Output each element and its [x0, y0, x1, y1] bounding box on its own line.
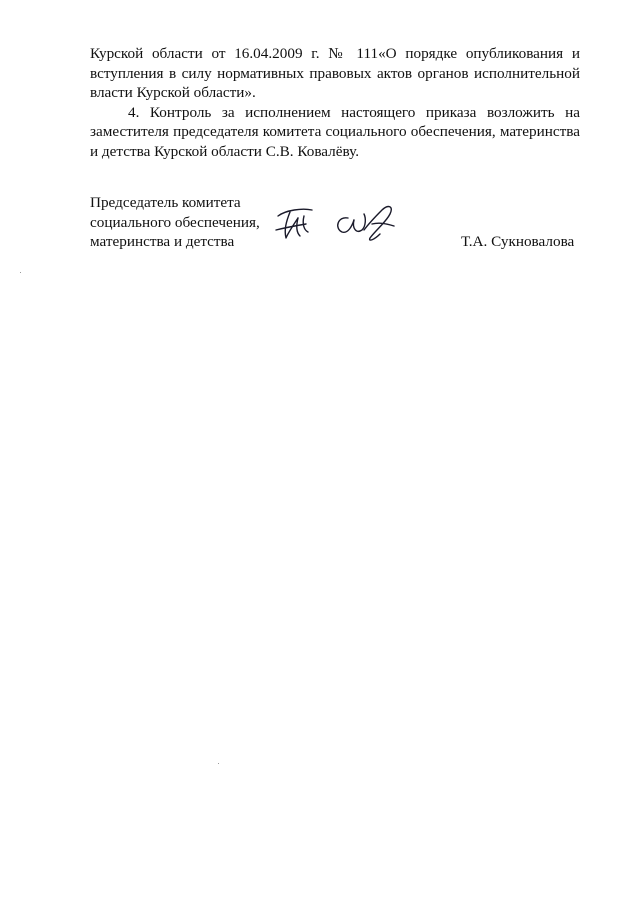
signatory-position-line-1: Председатель комитета [90, 194, 241, 211]
signatory-position-line-2: социального обеспечения, [90, 213, 260, 231]
paragraph-continuation: Курской области от 16.04.2009 г. № 111«О порядке опубликования и вступления в силу нормативных правовых актов органов исполнительной власти Курской области». [90, 45, 580, 101]
paragraph-item-4: 4. Контроль за исполнением настоящего приказа возложить на заместителя председателя комитета социального обеспечения, материнства и детства Курской области С.В. Ковалёву. [90, 103, 580, 160]
document-body [90, 44, 580, 161]
scan-speck [218, 763, 219, 764]
signatory-position-line-3: материнства и детства [90, 233, 235, 250]
signatory-name: Т.А. Сукновалова [461, 233, 575, 250]
scan-speck [20, 272, 21, 273]
signatory-position [90, 193, 260, 252]
handwritten-signature [272, 200, 404, 250]
